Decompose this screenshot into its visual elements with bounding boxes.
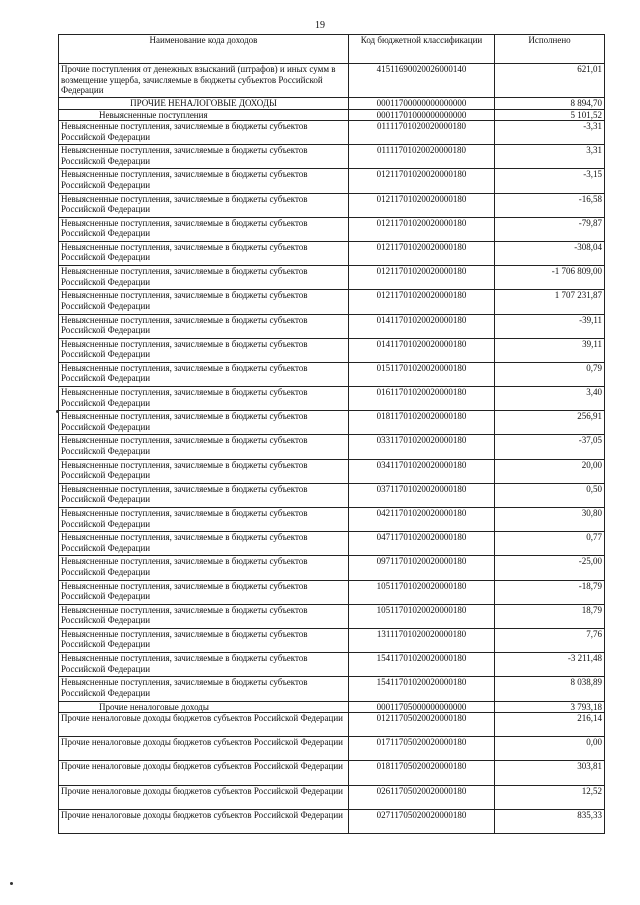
- executed-value-cell: 0,79: [495, 362, 605, 386]
- budget-code-cell: 15411701020020000180: [349, 653, 495, 677]
- executed-value-cell: 3,40: [495, 387, 605, 411]
- budget-code-cell: 00011701000000000000: [349, 109, 495, 121]
- income-name-cell: Прочие неналоговые доходы бюджетов субъектов Российской Федерации: [59, 809, 349, 833]
- income-name-cell: Невыясненные поступления, зачисляемые в бюджеты субъектов Российской Федерации: [59, 483, 349, 507]
- table-row: [59, 785, 605, 809]
- income-name-cell: Прочие неналоговые доходы бюджетов субъектов Российской Федерации: [59, 713, 349, 737]
- table-row: [59, 508, 605, 532]
- table-row: [59, 580, 605, 604]
- budget-code-cell: 41511690020026000140: [349, 64, 495, 98]
- executed-value-cell: 256,91: [495, 411, 605, 435]
- table-row: [59, 737, 605, 761]
- executed-value-cell: 303,81: [495, 761, 605, 785]
- budget-code-cell: 01211701020020000180: [349, 290, 495, 314]
- table-row: [59, 314, 605, 338]
- budget-code-cell: 04211701020020000180: [349, 508, 495, 532]
- income-name-cell: Невыясненные поступления, зачисляемые в бюджеты субъектов Российской Федерации: [59, 169, 349, 193]
- table-row: [59, 266, 605, 290]
- income-name-cell: Невыясненные поступления, зачисляемые в бюджеты субъектов Российской Федерации: [59, 217, 349, 241]
- income-name-cell: Невыясненные поступления, зачисляемые в бюджеты субъектов Российской Федерации: [59, 387, 349, 411]
- budget-code-cell: 00011705000000000000: [349, 701, 495, 713]
- income-name-cell: Невыясненные поступления, зачисляемые в бюджеты субъектов Российской Федерации: [59, 314, 349, 338]
- executed-value-cell: 12,52: [495, 785, 605, 809]
- income-name-cell: Невыясненные поступления, зачисляемые в бюджеты субъектов Российской Федерации: [59, 362, 349, 386]
- table-row: [59, 64, 605, 98]
- table-row: [59, 604, 605, 628]
- income-name-cell: Невыясненные поступления, зачисляемые в бюджеты субъектов Российской Федерации: [59, 145, 349, 169]
- budget-code-cell: 01211701020020000180: [349, 217, 495, 241]
- executed-value-cell: 835,33: [495, 809, 605, 833]
- executed-value-cell: -79,87: [495, 217, 605, 241]
- table-row: [59, 628, 605, 652]
- header-name: Наименование кода доходов: [59, 35, 349, 64]
- scan-speck: [10, 882, 13, 885]
- table-row: [59, 338, 605, 362]
- table-row: [59, 145, 605, 169]
- budget-code-cell: 13111701020020000180: [349, 628, 495, 652]
- table-row: [59, 483, 605, 507]
- table-row: [59, 677, 605, 701]
- executed-value-cell: -18,79: [495, 580, 605, 604]
- executed-value-cell: -3,31: [495, 121, 605, 145]
- executed-value-cell: 0,50: [495, 483, 605, 507]
- executed-value-cell: 0,00: [495, 737, 605, 761]
- budget-code-cell: 03311701020020000180: [349, 435, 495, 459]
- table-row: [59, 193, 605, 217]
- budget-code-cell: 01711705020020000180: [349, 737, 495, 761]
- budget-code-cell: 01111701020020000180: [349, 145, 495, 169]
- executed-value-cell: -308,04: [495, 241, 605, 265]
- income-name-cell: Невыясненные поступления, зачисляемые в бюджеты субъектов Российской Федерации: [59, 193, 349, 217]
- scan-speck: [56, 410, 59, 413]
- executed-value-cell: -16,58: [495, 193, 605, 217]
- budget-code-cell: 01111701020020000180: [349, 121, 495, 145]
- budget-code-cell: 09711701020020000180: [349, 556, 495, 580]
- budget-code-cell: 01411701020020000180: [349, 314, 495, 338]
- budget-code-cell: 01211701020020000180: [349, 266, 495, 290]
- income-name-cell: Невыясненные поступления, зачисляемые в бюджеты субъектов Российской Федерации: [59, 604, 349, 628]
- income-name-cell: Невыясненные поступления, зачисляемые в бюджеты субъектов Российской Федерации: [59, 435, 349, 459]
- table-row: [59, 362, 605, 386]
- table-header-row: [59, 35, 605, 64]
- budget-code-cell: 03411701020020000180: [349, 459, 495, 483]
- budget-code-cell: 01211701020020000180: [349, 193, 495, 217]
- budget-code-cell: 02611705020020000180: [349, 785, 495, 809]
- executed-value-cell: 39,11: [495, 338, 605, 362]
- executed-value-cell: 18,79: [495, 604, 605, 628]
- budget-code-cell: 15411701020020000180: [349, 677, 495, 701]
- income-name-cell: Прочие неналоговые доходы бюджетов субъектов Российской Федерации: [59, 785, 349, 809]
- income-name-cell: Прочие неналоговые доходы бюджетов субъектов Российской Федерации: [59, 761, 349, 785]
- income-name-cell: ПРОЧИЕ НЕНАЛОГОВЫЕ ДОХОДЫ: [59, 98, 349, 110]
- table-row: [59, 290, 605, 314]
- budget-code-cell: 01211701020020000180: [349, 169, 495, 193]
- table-row: [59, 121, 605, 145]
- header-code: Код бюджетной классификации: [349, 35, 495, 64]
- income-name-cell: Невыясненные поступления, зачисляемые в бюджеты субъектов Российской Федерации: [59, 628, 349, 652]
- executed-value-cell: -3,15: [495, 169, 605, 193]
- executed-value-cell: 0,77: [495, 532, 605, 556]
- income-name-cell: Прочие неналоговые доходы бюджетов субъектов Российской Федерации: [59, 737, 349, 761]
- income-name-cell: Невыясненные поступления, зачисляемые в бюджеты субъектов Российской Федерации: [59, 677, 349, 701]
- budget-code-cell: 01511701020020000180: [349, 362, 495, 386]
- executed-value-cell: 5 101,52: [495, 109, 605, 121]
- table-row: [59, 435, 605, 459]
- table-row: [59, 761, 605, 785]
- executed-value-cell: -3 211,48: [495, 653, 605, 677]
- table-row: [59, 532, 605, 556]
- table-row: [59, 217, 605, 241]
- budget-code-cell: 10511701020020000180: [349, 580, 495, 604]
- budget-code-cell: 00011700000000000000: [349, 98, 495, 110]
- income-name-cell: Невыясненные поступления, зачисляемые в бюджеты субъектов Российской Федерации: [59, 508, 349, 532]
- income-name-cell: Невыясненные поступления, зачисляемые в бюджеты субъектов Российской Федерации: [59, 290, 349, 314]
- income-name-cell: Невыясненные поступления, зачисляемые в бюджеты субъектов Российской Федерации: [59, 653, 349, 677]
- budget-code-cell: 01811701020020000180: [349, 411, 495, 435]
- executed-value-cell: 8 894,70: [495, 98, 605, 110]
- income-name-cell: Прочие поступления от денежных взысканий (штрафов) и иных сумм в возмещение ущерба, зачисляемые в бюджеты субъектов Российской Федерации: [59, 64, 349, 98]
- budget-code-cell: 04711701020020000180: [349, 532, 495, 556]
- income-name-cell: Невыясненные поступления, зачисляемые в бюджеты субъектов Российской Федерации: [59, 580, 349, 604]
- income-name-cell: Невыясненные поступления, зачисляемые в бюджеты субъектов Российской Федерации: [59, 532, 349, 556]
- table-row: [59, 556, 605, 580]
- table-row: [59, 653, 605, 677]
- page-number: 19: [315, 20, 325, 31]
- executed-value-cell: 7,76: [495, 628, 605, 652]
- budget-code-cell: 03711701020020000180: [349, 483, 495, 507]
- income-name-cell: Прочие неналоговые доходы: [59, 701, 349, 713]
- executed-value-cell: 20,00: [495, 459, 605, 483]
- income-name-cell: Невыясненные поступления, зачисляемые в бюджеты субъектов Российской Федерации: [59, 459, 349, 483]
- executed-value-cell: 30,80: [495, 508, 605, 532]
- executed-value-cell: 216,14: [495, 713, 605, 737]
- table-row: [59, 169, 605, 193]
- executed-value-cell: -39,11: [495, 314, 605, 338]
- budget-code-cell: 01611701020020000180: [349, 387, 495, 411]
- table-row: [59, 809, 605, 833]
- income-name-cell: Невыясненные поступления, зачисляемые в бюджеты субъектов Российской Федерации: [59, 556, 349, 580]
- budget-code-cell: 10511701020020000180: [349, 604, 495, 628]
- table-row: [59, 241, 605, 265]
- income-name-cell: Невыясненные поступления, зачисляемые в бюджеты субъектов Российской Федерации: [59, 241, 349, 265]
- executed-value-cell: -25,00: [495, 556, 605, 580]
- table-row: [59, 387, 605, 411]
- income-name-cell: Невыясненные поступления: [59, 109, 349, 121]
- executed-value-cell: 3 793,18: [495, 701, 605, 713]
- executed-value-cell: -1 706 809,00: [495, 266, 605, 290]
- table-row: [59, 701, 605, 713]
- budget-code-cell: 02711705020020000180: [349, 809, 495, 833]
- income-name-cell: Невыясненные поступления, зачисляемые в бюджеты субъектов Российской Федерации: [59, 266, 349, 290]
- income-name-cell: Невыясненные поступления, зачисляемые в бюджеты субъектов Российской Федерации: [59, 338, 349, 362]
- executed-value-cell: -37,05: [495, 435, 605, 459]
- table-row: [59, 713, 605, 737]
- table-row: [59, 98, 605, 110]
- table-row: [59, 411, 605, 435]
- budget-code-cell: 01211705020020000180: [349, 713, 495, 737]
- income-name-cell: Невыясненные поступления, зачисляемые в бюджеты субъектов Российской Федерации: [59, 411, 349, 435]
- budget-code-cell: 01211701020020000180: [349, 241, 495, 265]
- executed-value-cell: 3,31: [495, 145, 605, 169]
- income-name-cell: Невыясненные поступления, зачисляемые в бюджеты субъектов Российской Федерации: [59, 121, 349, 145]
- executed-value-cell: 1 707 231,87: [495, 290, 605, 314]
- revenue-table: [58, 34, 605, 834]
- executed-value-cell: 621,01: [495, 64, 605, 98]
- budget-code-cell: 01411701020020000180: [349, 338, 495, 362]
- table-row: [59, 459, 605, 483]
- table-row: [59, 109, 605, 121]
- executed-value-cell: 8 038,89: [495, 677, 605, 701]
- header-value: Исполнено: [495, 35, 605, 64]
- budget-code-cell: 01811705020020000180: [349, 761, 495, 785]
